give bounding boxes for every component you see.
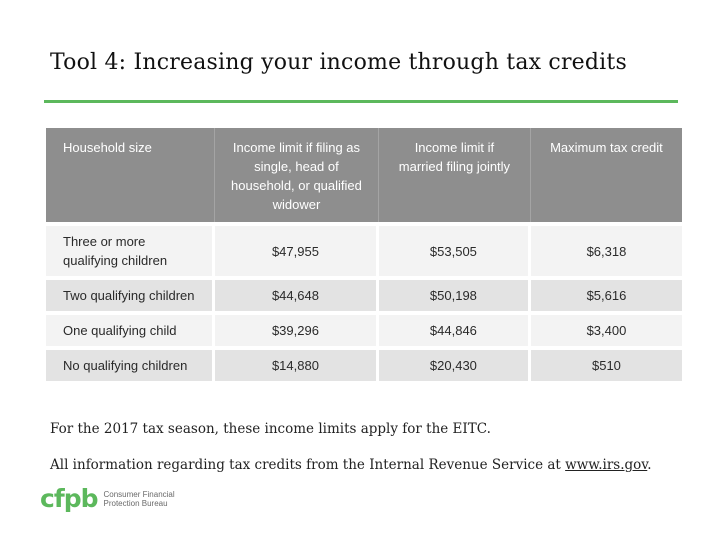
- single-limit-cell: $39,296: [215, 311, 379, 346]
- max-credit-cell: $3,400: [531, 311, 682, 346]
- tax-credit-table: [46, 128, 682, 381]
- table-row: [46, 222, 682, 276]
- max-credit-cell: $510: [531, 346, 682, 381]
- married-limit-cell: $50,198: [379, 276, 531, 311]
- cfpb-logo: [40, 486, 184, 511]
- cfpb-logo-name: Consumer Financial Protection Bureau: [103, 489, 175, 508]
- married-limit-cell: $53,505: [379, 222, 531, 276]
- cfpb-logo-mark: cfpb: [40, 484, 98, 513]
- single-limit-cell: $14,880: [215, 346, 379, 381]
- married-limit-cell: $20,430: [379, 346, 531, 381]
- max-credit-cell: $5,616: [531, 276, 682, 311]
- married-limit-cell: $44,846: [379, 311, 531, 346]
- header-income-limit-single: Income limit if filing as single, head of household, or qualified widower: [215, 128, 379, 222]
- table-header-row: [46, 128, 682, 222]
- table-row: [46, 276, 682, 311]
- table-row: [46, 346, 682, 381]
- slide-title: Tool 4: Increasing your income through tax credits: [50, 50, 627, 75]
- single-limit-cell: $44,648: [215, 276, 379, 311]
- max-credit-cell: $6,318: [531, 222, 682, 276]
- season-note: For the 2017 tax season, these income limits apply for the EITC.: [50, 421, 491, 437]
- header-income-limit-married: Income limit if married filing jointly: [379, 128, 531, 222]
- header-maximum-credit: Maximum tax credit: [531, 128, 682, 222]
- irs-info-suffix: .: [647, 457, 652, 473]
- table-row: [46, 311, 682, 346]
- single-limit-cell: $47,955: [215, 222, 379, 276]
- title-divider: [44, 100, 678, 103]
- irs-info-text: All information regarding tax credits from the Internal Revenue Service at: [50, 457, 566, 473]
- header-household-size: Household size: [46, 128, 215, 222]
- household-cell: One qualifying child: [46, 311, 215, 346]
- household-cell: No qualifying children: [46, 346, 215, 381]
- irs-link[interactable]: www.irs.gov: [565, 457, 648, 473]
- household-cell: Three or more qualifying children: [46, 222, 215, 276]
- irs-info-note: [50, 457, 652, 473]
- household-cell: Two qualifying children: [46, 276, 215, 311]
